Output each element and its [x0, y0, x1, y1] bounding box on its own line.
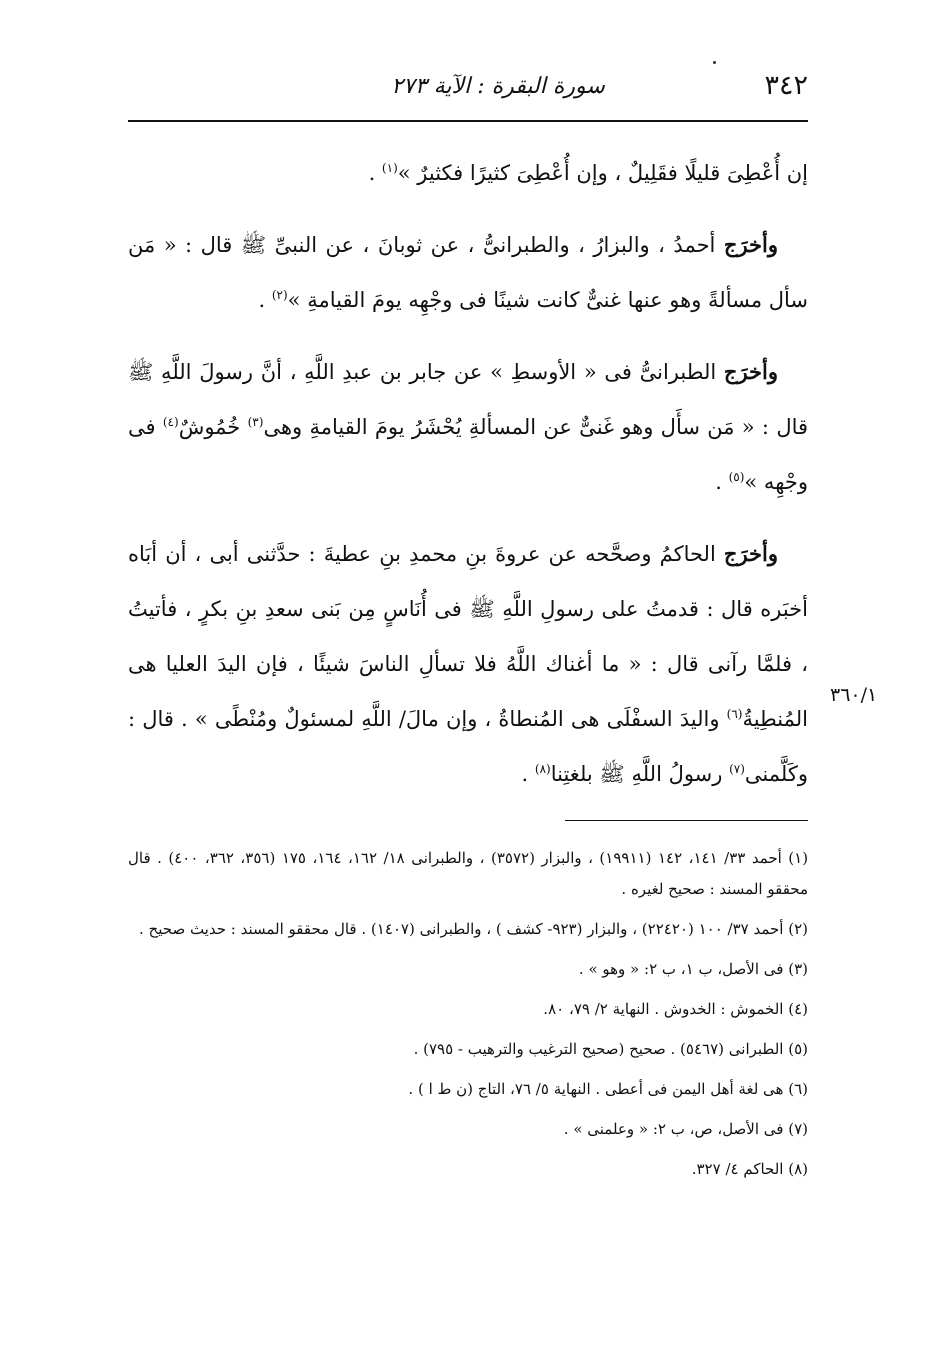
- footnotes: [128, 843, 808, 1194]
- footnote: (٣) فى الأصل، ب ١، ب ٢: « وهو » .: [578, 960, 808, 978]
- paragraph-text: الحاكمُ وصحَّحه عن عروةَ بنِ محمدِ بنِ عطيةَ : حدَّثنى أبى ، أن أبَاه أخبَره قال : قدمتُ على رسولِ اللَّهِ ﷺ فى أُنَاسٍ مِن بَنى سعدِ بنِ بكرٍ ، فأتيتُ ، فلمَّا رآنى قال : « ما أغناك اللَّهُ فلا تسألِ الناسَ شيئًا ، فإن اليدَ العليا هى المُنطِيةُ: [128, 542, 808, 731]
- footnote-ref[interactable]: (٢): [271, 288, 288, 302]
- footnote: (٤) الخموش : الخدوش . النهاية ٢/ ٧٩، ٨٠.: [543, 1000, 808, 1018]
- footnote-ref[interactable]: (٤): [162, 415, 179, 429]
- page-number: ٣٤٢: [764, 70, 808, 101]
- footnote-ref[interactable]: (٣): [247, 415, 264, 429]
- paragraph-text: واليدَ السفْلَى هى المُنطاةُ ، وإن مالَ/ اللَّهِ لمسئولٌ ومُنْطًى » . قال : وكَلَّمنى: [128, 707, 808, 786]
- footnote-ref[interactable]: (١): [381, 161, 398, 175]
- running-title: سورة البقرة : الآية ٢٧٣: [391, 74, 605, 99]
- paragraph-opener: وأخرَج: [723, 359, 778, 384]
- footnote: (٥) الطبرانى (٥٤٦٧) . صحيح (صحيح الترغيب والترهيب - ٧٩٥) .: [413, 1040, 808, 1058]
- paragraph-end: .: [368, 161, 382, 185]
- paragraph-1: [128, 146, 808, 201]
- paragraph-text: الطبرانىُّ فى « الأوسطِ » عن جابر بن عبدِ اللَّهِ ، أنَّ رسولَ اللَّهِ ﷺ قال : « مَن سأَل وهو غَنىٌّ عن المسألةِ يُحْشَرُ يومَ القيامةِ وهى: [128, 360, 809, 439]
- paragraph-text: إن أُعْطِىَ قليلًا فقَلِيلٌ ، وإن أُعْطِىَ كثيرًا فكثيرٌ »: [397, 161, 808, 185]
- footnote-ref[interactable]: (٦): [726, 707, 743, 721]
- page-header: [128, 64, 808, 112]
- paragraph-text: خُمُوشٌ: [178, 415, 248, 439]
- footnote: (٧) فى الأصل، ص، ب ٢: « وعلمنى » .: [563, 1120, 808, 1138]
- footnote-ref[interactable]: (٧): [729, 762, 745, 776]
- footnote: (٨) الحاكم ٤/ ٣٢٧.: [691, 1160, 808, 1178]
- paragraph-2: [128, 217, 808, 328]
- footnote: (٢) أحمد ٣٧/ ١٠٠ (٢٢٤٢٠) ، والبزار (٩٢٣- كشف ) ، والطبرانى (١٤٠٧) . قال محققو المسند : حديث صحيح .: [139, 920, 808, 938]
- footnote-rule: [565, 820, 808, 821]
- paragraph-opener: وأخرَج: [723, 541, 778, 566]
- paragraph-end: .: [715, 470, 729, 494]
- paragraph-text: أحمدُ ، والبزارُ ، والطبرانىُّ ، عن ثوبانَ ، عن النبىِّ ﷺ قال : « مَن سأل مسألةً وهو عنها غنىٌّ كانت شينًا فى وجْهِه يومَ القيامةِ »: [128, 233, 808, 312]
- margin-reference: ٣٦٠/١: [830, 684, 878, 706]
- footnote-ref[interactable]: (٨): [534, 762, 551, 776]
- paragraph-4: [128, 526, 808, 802]
- paragraph-text: رسولُ اللَّهِ ﷺ بلغتِنا: [550, 762, 730, 786]
- main-text: [128, 146, 808, 818]
- header-rule: [128, 120, 808, 122]
- paragraph-text: فى وجْهِه »: [128, 415, 808, 494]
- footnote: (٦) هى لغة أهل اليمن فى أعطى . النهاية ٥/ ٧٦، التاج (ن ط ا ) .: [408, 1080, 808, 1098]
- paragraph-opener: وأخرَج: [723, 232, 778, 257]
- footnote-ref[interactable]: (٥): [728, 470, 745, 484]
- paragraph-3: [128, 344, 808, 510]
- paragraph-end: .: [521, 762, 535, 786]
- footnote: (١) أحمد ٣٣/ ١٤١، ١٤٢ (١٩٩١١) ، والبزار (٣٥٧٢) ، والطبرانى ١٨/ ١٦٢، ١٦٤، ١٧٥ (٣٥٦، ٣٦٢، ٤٠٠) . قال محققو المسند : صحيح لغيره .: [128, 849, 809, 898]
- paragraph-end: .: [258, 288, 272, 312]
